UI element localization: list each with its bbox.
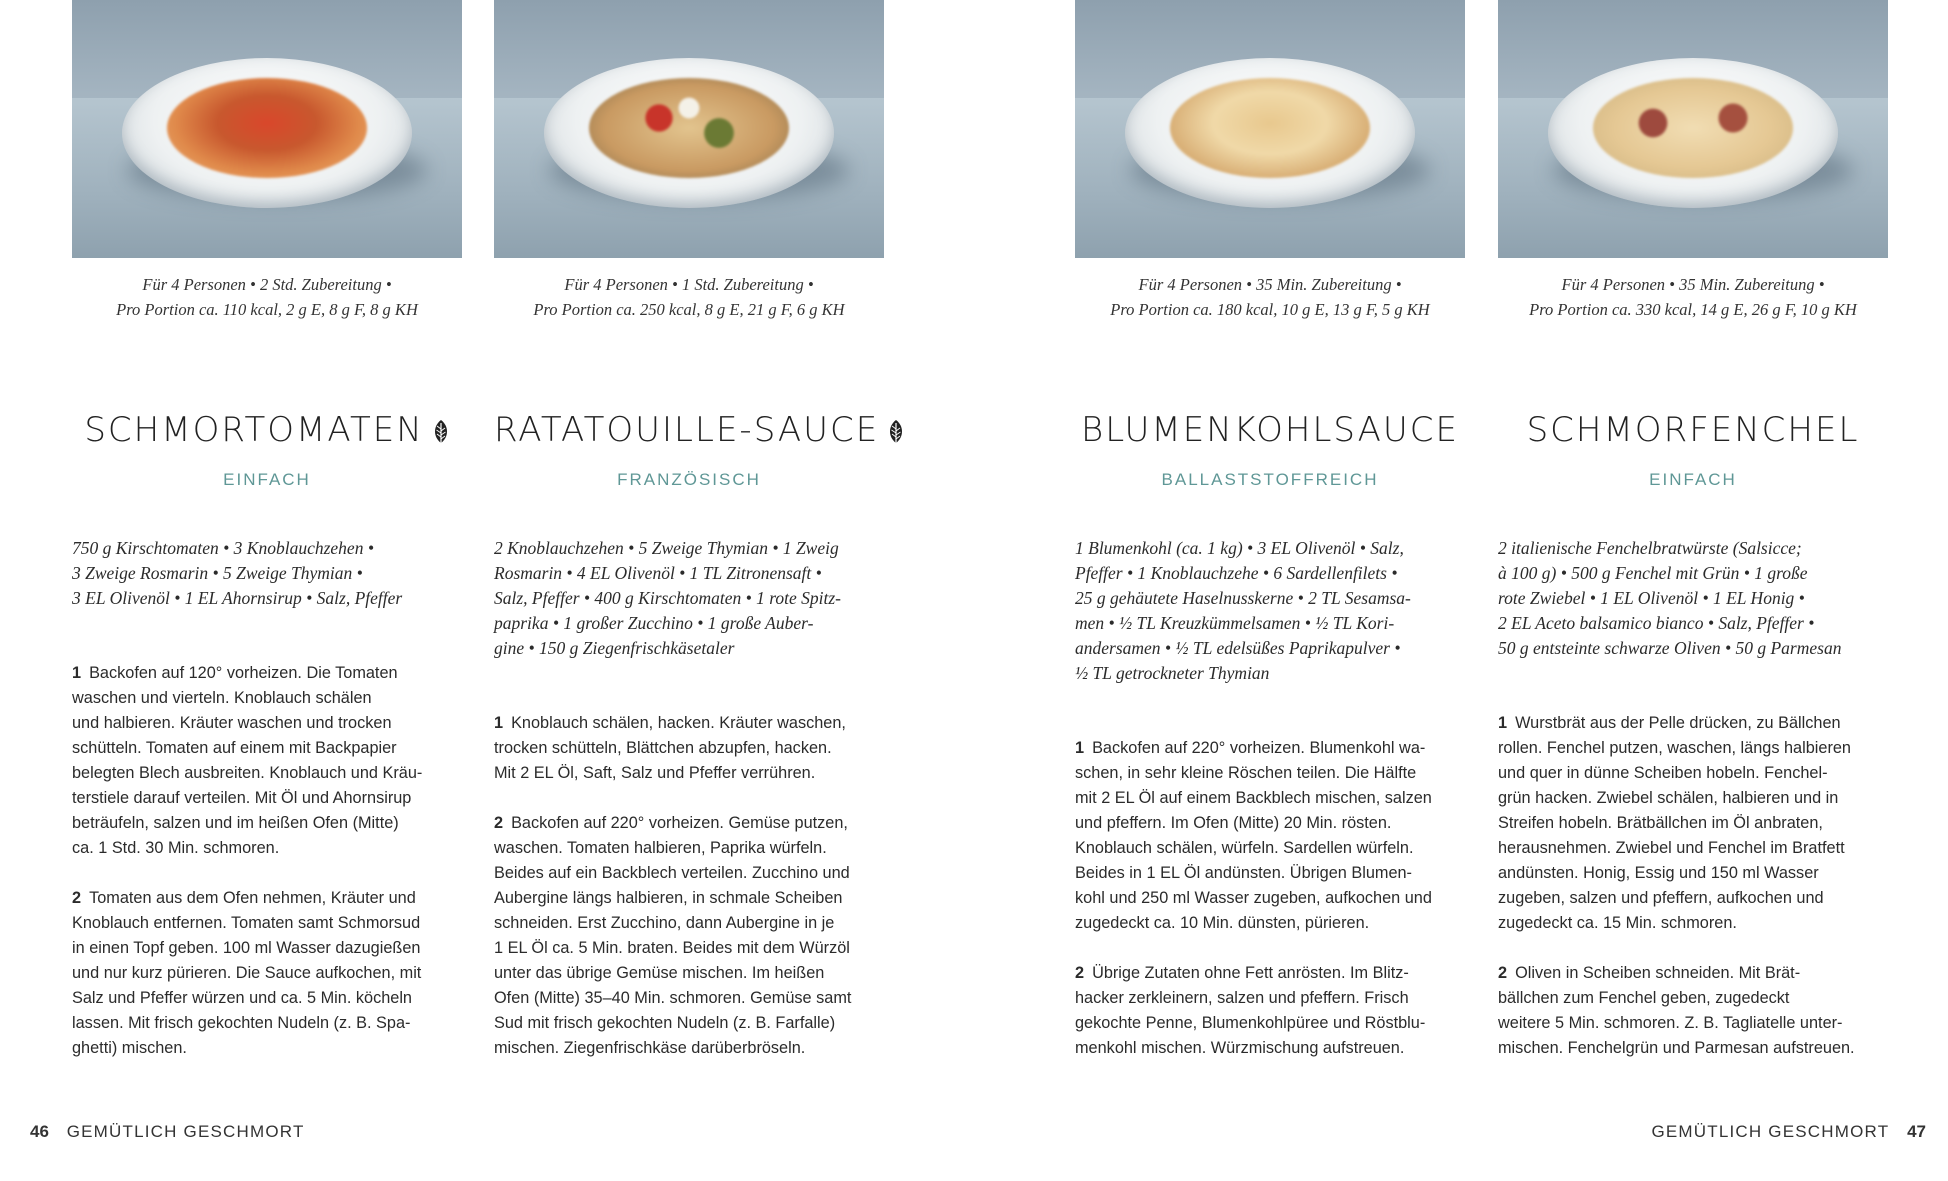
step-line: Streifen hobeln. Brätbällchen im Öl anbraten, xyxy=(1498,814,1823,832)
recipe-subtitle: FRANZÖSISCH xyxy=(617,470,761,489)
step-number: 1 xyxy=(1498,714,1508,732)
step-line: waschen und vierteln. Knoblauch schälen xyxy=(72,689,372,707)
recipe-title xyxy=(1498,410,1888,450)
step-line: schütteln. Tomaten auf einem mit Backpapier xyxy=(72,739,397,757)
meta-line: Pro Portion ca. 110 kcal, 2 g E, 8 g F, 8 g KH xyxy=(116,300,418,319)
step-line: herausnehmen. Zwiebel und Fenchel im Bratfett xyxy=(1498,839,1845,857)
step-line: Backofen auf 220° vorheizen. Gemüse putzen, xyxy=(511,814,848,832)
step-line: lassen. Mit frisch gekochten Nudeln (z. B. Spa- xyxy=(72,1014,411,1032)
recipe-card xyxy=(1075,0,1465,1057)
recipe-subtitle: EINFACH xyxy=(1649,470,1737,489)
steps xyxy=(494,711,886,1086)
step-line: kohl und 250 ml Wasser zugeben, aufkochen und xyxy=(1075,889,1432,907)
meta-line: Für 4 Personen • 2 Std. Zubereitung • xyxy=(142,275,392,294)
ingredient-line: 1 Blumenkohl (ca. 1 kg) • 3 EL Olivenöl • Salz, xyxy=(1075,538,1404,558)
step-line: Knoblauch schälen, würfeln. Sardellen würfeln. xyxy=(1075,839,1414,857)
step xyxy=(1075,736,1467,936)
ingredient-line: Salz, Pfeffer • 400 g Kirschtomaten • 1 rote Spitz- xyxy=(494,588,842,608)
footer-right xyxy=(1651,1122,1926,1142)
recipe-photo xyxy=(1498,0,1888,258)
step-line: zugedeckt ca. 15 Min. schmoren. xyxy=(1498,914,1737,932)
step-line: Backofen auf 120° vorheizen. Die Tomaten xyxy=(89,664,398,682)
ingredient-line: 50 g entsteinte schwarze Oliven • 50 g Parmesan xyxy=(1498,638,1842,658)
recipe-title xyxy=(494,410,884,450)
step-line: 1 EL Öl ca. 5 Min. braten. Beides mit dem Würzöl xyxy=(494,939,850,957)
ingredient-line: 3 EL Olivenöl • 1 EL Ahornsirup • Salz, Pfeffer xyxy=(72,588,403,608)
recipe-photo xyxy=(1075,0,1465,258)
meta-line: Pro Portion ca. 250 kcal, 8 g E, 21 g F, 6 g KH xyxy=(533,300,845,319)
ingredient-line: 2 italienische Fenchelbratwürste (Salsicce; xyxy=(1498,538,1802,558)
ingredient-line: Pfeffer • 1 Knoblauchzehe • 6 Sardellenfilets • xyxy=(1075,563,1398,583)
recipe-title-text: RATATOUILLE-SAUCE xyxy=(494,410,880,450)
step-line: mit 2 EL Öl auf einem Backblech mischen, salzen xyxy=(1075,789,1432,807)
step-line: Beides auf ein Backblech verteilen. Zucchino und xyxy=(494,864,850,882)
ingredients xyxy=(494,536,884,661)
recipe-title-text: SCHMORTOMATEN xyxy=(84,410,424,450)
recipe-title-text: BLUMENKOHLSAUCE xyxy=(1081,410,1459,450)
step-line: mischen. Ziegenfrischkäse darüberbröseln. xyxy=(494,1039,806,1057)
step-line: rollen. Fenchel putzen, waschen, längs halbieren xyxy=(1498,739,1851,757)
meta-line: Pro Portion ca. 180 kcal, 10 g E, 13 g F, 5 g KH xyxy=(1110,300,1430,319)
ingredients xyxy=(1075,536,1465,686)
page-number: 46 xyxy=(30,1122,49,1141)
step-line: bällchen zum Fenchel geben, zugedeckt xyxy=(1498,989,1790,1007)
leaf-icon xyxy=(432,419,450,445)
step-number: 1 xyxy=(494,714,504,732)
steps xyxy=(72,661,464,1086)
recipe-subtitle: BALLASTSTOFFREICH xyxy=(1161,470,1379,489)
step-line: ghetti) mischen. xyxy=(72,1039,187,1057)
meta-line: Für 4 Personen • 35 Min. Zubereitung • xyxy=(1561,275,1825,294)
recipe-meta xyxy=(72,272,462,322)
recipe-subtitle: EINFACH xyxy=(223,470,311,489)
step xyxy=(494,811,886,1061)
step-line: Ofen (Mitte) 35–40 Min. schmoren. Gemüse samt xyxy=(494,989,852,1007)
ingredient-line: 25 g gehäutete Haselnusskerne • 2 TL Sesamsa- xyxy=(1075,588,1411,608)
step-line: waschen. Tomaten halbieren, Paprika würfeln. xyxy=(494,839,827,857)
recipe-photo xyxy=(72,0,462,258)
step-line: beträufeln, salzen und im heißen Ofen (Mitte) xyxy=(72,814,399,832)
recipe-title xyxy=(72,410,462,450)
step-line: Mit 2 EL Öl, Saft, Salz und Pfeffer verrühren. xyxy=(494,764,816,782)
ingredient-line: ½ TL getrockneter Thymian xyxy=(1075,663,1270,683)
step-line: Sud mit frisch gekochten Nudeln (z. B. Farfalle) xyxy=(494,1014,836,1032)
meta-line: Für 4 Personen • 35 Min. Zubereitung • xyxy=(1138,275,1402,294)
running-header: GEMÜTLICH GESCHMORT xyxy=(1651,1122,1890,1141)
step-line: mischen. Fenchelgrün und Parmesan aufstreuen. xyxy=(1498,1039,1855,1057)
step-line: und pfeffern. Im Ofen (Mitte) 20 Min. rösten. xyxy=(1075,814,1392,832)
step-line: gekochte Penne, Blumenkohlpüree und Röstblu- xyxy=(1075,1014,1426,1032)
ingredient-line: rote Zwiebel • 1 EL Olivenöl • 1 EL Honig • xyxy=(1498,588,1805,608)
page-number: 47 xyxy=(1907,1122,1926,1141)
step xyxy=(494,711,886,786)
step-line: und quer in dünne Scheiben hobeln. Fenchel- xyxy=(1498,764,1828,782)
steps xyxy=(1075,736,1467,1086)
step-line: Aubergine längs halbieren, in schmale Scheiben xyxy=(494,889,843,907)
step-line: Salz und Pfeffer würzen und ca. 5 Min. köcheln xyxy=(72,989,412,1007)
recipe-card xyxy=(72,0,462,1057)
step-number: 2 xyxy=(1498,964,1508,982)
step-line: Backofen auf 220° vorheizen. Blumenkohl wa- xyxy=(1092,739,1426,757)
step-number: 1 xyxy=(1075,739,1085,757)
step-line: und halbieren. Kräuter waschen und trocken xyxy=(72,714,392,732)
step xyxy=(72,886,464,1061)
meta-line: Pro Portion ca. 330 kcal, 14 g E, 26 g F, 10 g KH xyxy=(1529,300,1857,319)
ingredient-line: 2 Knoblauchzehen • 5 Zweige Thymian • 1 Zweig xyxy=(494,538,839,558)
step xyxy=(1498,711,1890,936)
step-line: grün hacken. Zwiebel schälen, halbieren und in xyxy=(1498,789,1839,807)
step xyxy=(1498,961,1890,1061)
step-line: zugedeckt ca. 10 Min. dünsten, pürieren. xyxy=(1075,914,1370,932)
step-line: hacker zerkleinern, salzen und pfeffern. Frisch xyxy=(1075,989,1409,1007)
step-line: in einen Topf geben. 100 ml Wasser dazugießen xyxy=(72,939,421,957)
step-line: Knoblauch schälen, hacken. Kräuter waschen, xyxy=(511,714,846,732)
ingredient-line: 750 g Kirschtomaten • 3 Knoblauchzehen • xyxy=(72,538,374,558)
step-line: menkohl mischen. Würzmischung aufstreuen. xyxy=(1075,1039,1405,1057)
step-number: 2 xyxy=(1075,964,1085,982)
recipe-meta xyxy=(1498,272,1888,322)
step-line: Tomaten aus dem Ofen nehmen, Kräuter und xyxy=(89,889,416,907)
recipe-meta xyxy=(494,272,884,322)
step-line: Beides in 1 EL Öl andünsten. Übrigen Blumen- xyxy=(1075,864,1412,882)
ingredient-line: 2 EL Aceto balsamico bianco • Salz, Pfeffer • xyxy=(1498,613,1815,633)
recipe-title xyxy=(1075,410,1465,450)
recipe-photo xyxy=(494,0,884,258)
running-header: GEMÜTLICH GESCHMORT xyxy=(66,1122,305,1141)
ingredient-line: 3 Zweige Rosmarin • 5 Zweige Thymian • xyxy=(72,563,363,583)
step-line: Knoblauch entfernen. Tomaten samt Schmorsud xyxy=(72,914,421,932)
recipe-meta xyxy=(1075,272,1465,322)
step-line: ca. 1 Std. 30 Min. schmoren. xyxy=(72,839,280,857)
step-line: unter das übrige Gemüse mischen. Im heißen xyxy=(494,964,825,982)
step-line: trocken schütteln, Blättchen abzupfen, hacken. xyxy=(494,739,832,757)
recipe-card xyxy=(1498,0,1888,1057)
ingredient-line: andersamen • ½ TL edelsüßes Paprikapulver • xyxy=(1075,638,1401,658)
ingredient-line: men • ½ TL Kreuzkümmelsamen • ½ TL Kori- xyxy=(1075,613,1395,633)
step-number: 2 xyxy=(494,814,504,832)
step-line: weitere 5 Min. schmoren. Z. B. Tagliatelle unter- xyxy=(1498,1014,1843,1032)
step-line: schneiden. Erst Zucchino, dann Aubergine in je xyxy=(494,914,835,932)
step-line: Wurstbrät aus der Pelle drücken, zu Bällchen xyxy=(1515,714,1841,732)
step-line: Oliven in Scheiben schneiden. Mit Brät- xyxy=(1515,964,1801,982)
step-line: und nur kurz pürieren. Die Sauce aufkochen, mit xyxy=(72,964,422,982)
ingredients xyxy=(1498,536,1888,661)
step-line: Übrige Zutaten ohne Fett anrösten. Im Blitz- xyxy=(1092,964,1409,982)
step-number: 2 xyxy=(72,889,82,907)
leaf-icon xyxy=(887,419,905,445)
steps xyxy=(1498,711,1890,1086)
step-line: andünsten. Honig, Essig und 150 ml Wasser xyxy=(1498,864,1819,882)
recipe-title-text: SCHMORFENCHEL xyxy=(1526,410,1860,450)
step-line: belegten Blech ausbreiten. Knoblauch und Kräu- xyxy=(72,764,423,782)
step xyxy=(1075,961,1467,1061)
step-line: terstiele darauf verteilen. Mit Öl und Ahornsirup xyxy=(72,789,412,807)
ingredients xyxy=(72,536,462,611)
ingredient-line: paprika • 1 großer Zucchino • 1 große Auber- xyxy=(494,613,814,633)
step-line: zugeben, salzen und pfeffern, aufkochen und xyxy=(1498,889,1824,907)
ingredient-line: gine • 150 g Ziegenfrischkäsetaler xyxy=(494,638,735,658)
step xyxy=(72,661,464,861)
ingredient-line: à 100 g) • 500 g Fenchel mit Grün • 1 große xyxy=(1498,563,1808,583)
step-line: schen, in sehr kleine Röschen teilen. Die Hälfte xyxy=(1075,764,1417,782)
recipe-card xyxy=(494,0,884,1057)
step-number: 1 xyxy=(72,664,82,682)
footer-left xyxy=(30,1122,305,1142)
meta-line: Für 4 Personen • 1 Std. Zubereitung • xyxy=(564,275,814,294)
ingredient-line: Rosmarin • 4 EL Olivenöl • 1 TL Zitronensaft • xyxy=(494,563,822,583)
